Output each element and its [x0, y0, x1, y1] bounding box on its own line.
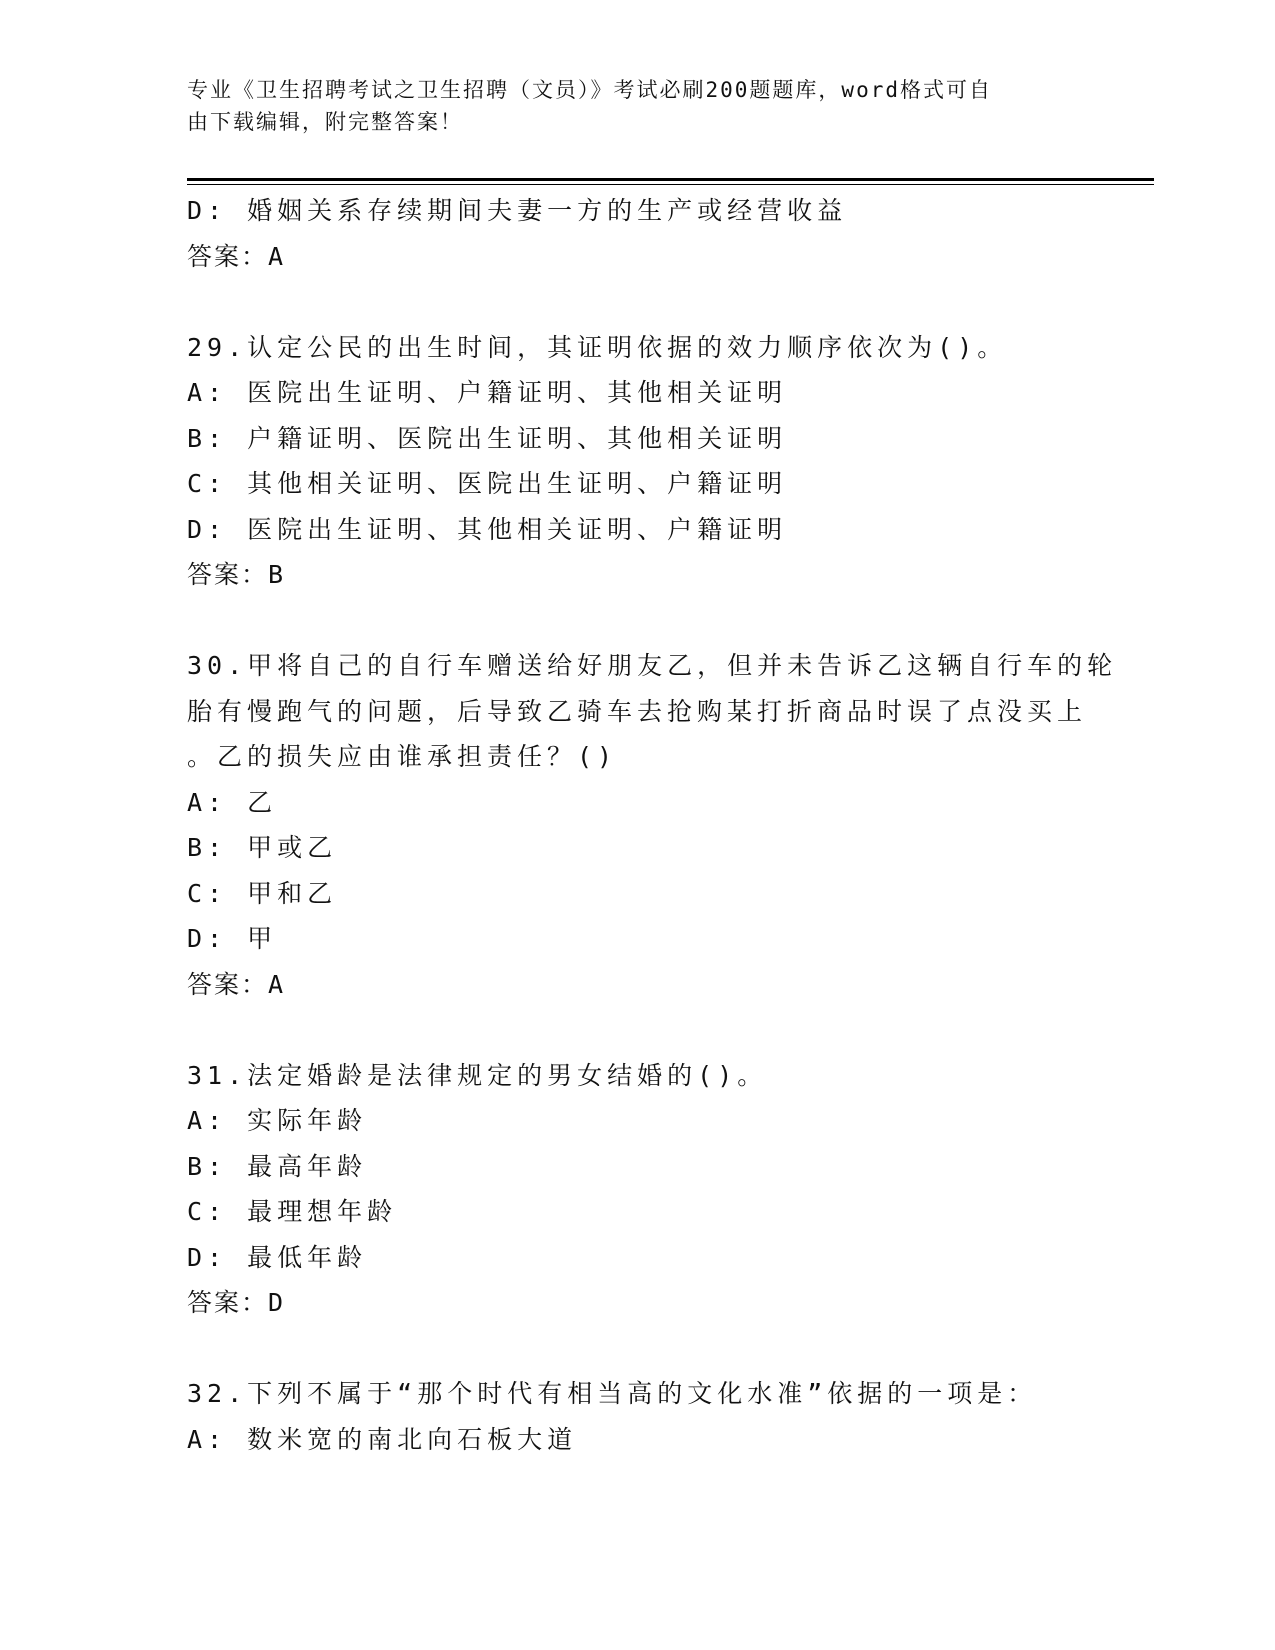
question-30	[187, 643, 1118, 1007]
question-stem: 。乙的损失应由谁承担责任？()	[187, 742, 618, 771]
option-a: A: 乙	[187, 787, 278, 817]
option-c: C: 甲和乙	[187, 878, 338, 908]
option-b: B: 最高年龄	[187, 1151, 368, 1181]
question-stem: 胎有慢跑气的问题，后导致乙骑车去抢购某打折商品时误了点没买上	[187, 696, 1088, 726]
question-32	[187, 1371, 1087, 1462]
header-line-2: 由下载编辑，附完整答案！	[187, 110, 463, 134]
option-d: D: 医院出生证明、其他相关证明、户籍证明	[187, 514, 788, 544]
option-a: A: 医院出生证明、户籍证明、其他相关证明	[187, 378, 788, 407]
question-31	[187, 1053, 1087, 1326]
question-stem: 32.下列不属于“那个时代有相当高的文化水准”依据的一项是：	[187, 1379, 1038, 1408]
spacer	[187, 1326, 1087, 1372]
question-stem: 29.认定公民的出生时间，其证明依据的效力顺序依次为()。	[187, 332, 1008, 362]
question-stem: 30.甲将自己的自行车赠送给好朋友乙，但并未告诉乙这辆自行车的轮	[187, 651, 1118, 680]
option-c: C: 最理想年龄	[187, 1197, 398, 1226]
header-line-1: 专业《卫生招聘考试之卫生招聘（文员）》考试必刷200题题库，word格式可自	[187, 78, 992, 102]
option-a: A: 数米宽的南北向石板大道	[187, 1424, 578, 1454]
header-rule-thick	[187, 178, 1154, 181]
option-b: B: 户籍证明、医院出生证明、其他相关证明	[187, 423, 788, 453]
option-d: D: 婚姻关系存续期间夫妻一方的生产或经营收益	[187, 196, 848, 225]
page-header	[187, 74, 1067, 138]
spacer	[187, 598, 1087, 644]
answer-line: 答案：A	[187, 241, 286, 271]
answer-line: 答案：A	[187, 969, 286, 999]
answer-line: 答案：B	[187, 560, 286, 589]
spacer	[187, 1007, 1087, 1053]
option-a: A: 实际年龄	[187, 1106, 368, 1135]
option-d: D: 甲	[187, 924, 278, 953]
spacer	[187, 279, 1087, 325]
header-rule-thin	[187, 184, 1154, 185]
option-b: B: 甲或乙	[187, 833, 338, 862]
option-d: D: 最低年龄	[187, 1242, 368, 1272]
option-c: C: 其他相关证明、医院出生证明、户籍证明	[187, 469, 788, 498]
question-list	[187, 188, 1118, 1462]
answer-line: 答案：D	[187, 1288, 286, 1317]
question-stem: 31.法定婚龄是法律规定的男女结婚的()。	[187, 1060, 768, 1090]
question-29	[187, 325, 1087, 598]
